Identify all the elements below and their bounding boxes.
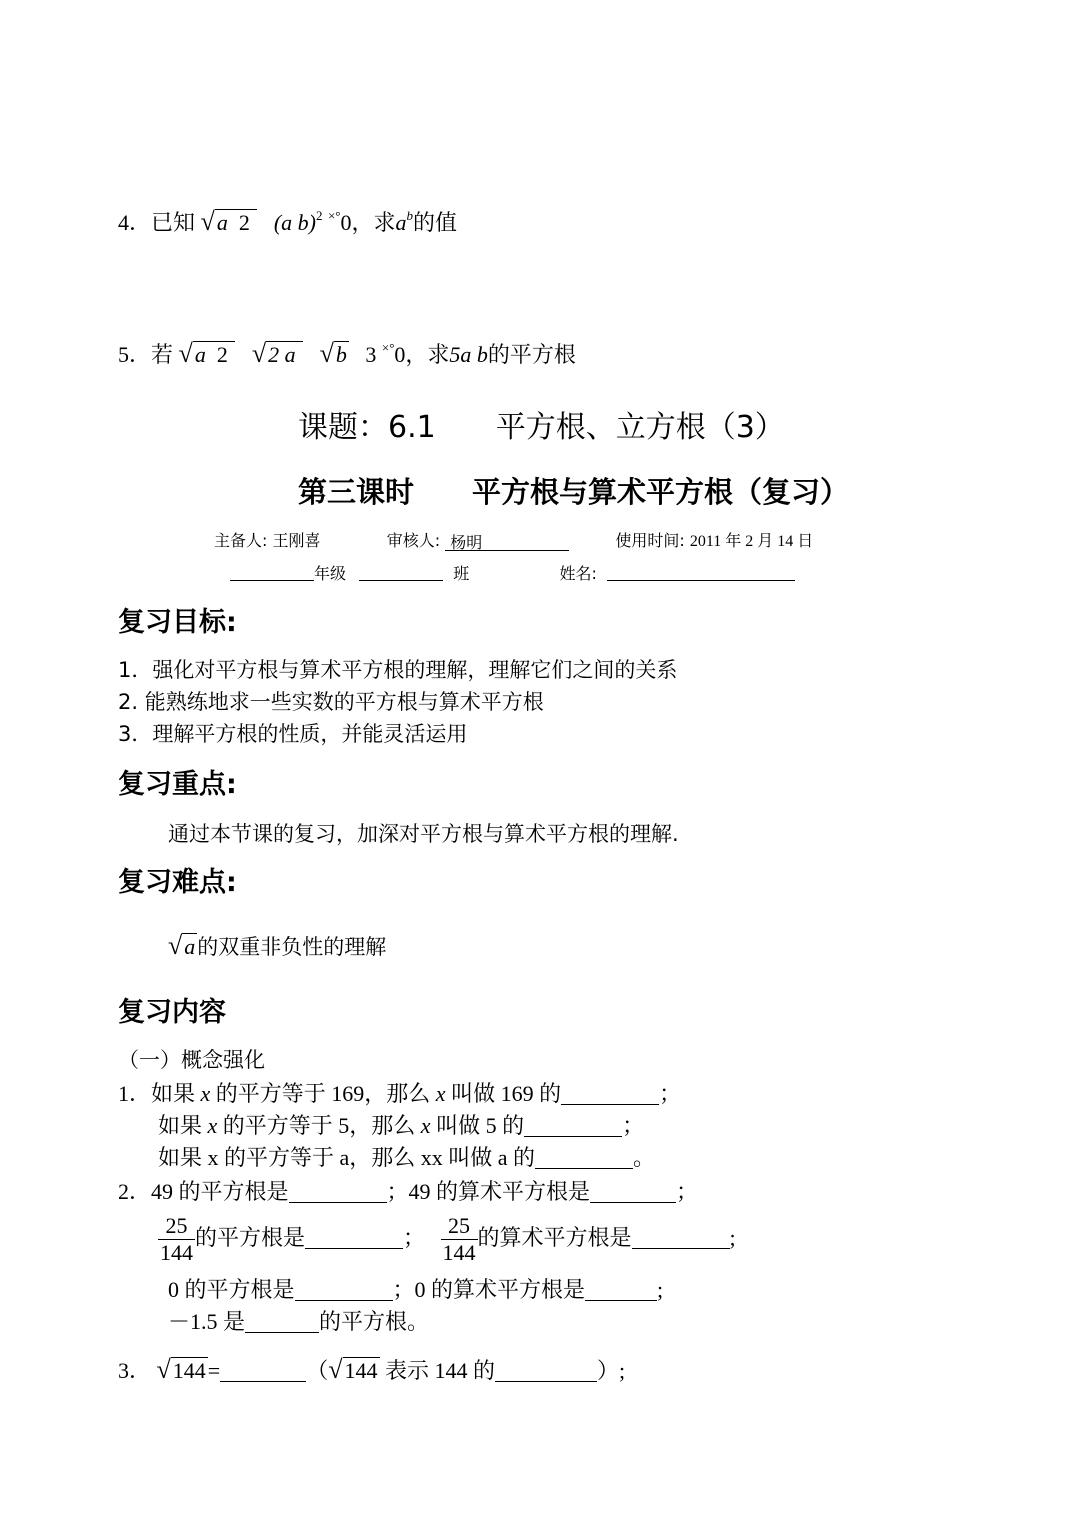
q2-blank-4[interactable] (632, 1226, 730, 1249)
difficulty-heading: 复习难点: (118, 867, 237, 898)
q4-number: 4． (118, 210, 152, 235)
content-section: （一）概念强化 (118, 1048, 265, 1072)
q3-radical-2: √144 (328, 1355, 378, 1384)
q3-blank-2[interactable] (495, 1359, 597, 1382)
difficulty-radical: √a (168, 931, 196, 960)
name-field[interactable] (607, 562, 795, 581)
question-5: 5．若 √a 2 √2 a √b 3 ×°0，求5a b的平方根 (118, 339, 576, 368)
lesson-subtitle: 第三课时 平方根与算术平方根（复习） (298, 475, 850, 509)
goal-item-3: 3．理解平方根的性质，并能灵活运用 (118, 722, 468, 746)
focus-heading: 复习重点: (118, 769, 237, 800)
meta-row-2: 年级 班 姓名: (230, 562, 795, 585)
q2-line-3: 0 的平方根是 ；0 的算术平方根是 ; (168, 1277, 664, 1302)
q1-line-2: 如果 x 的平方等于 5，那么 x 叫做 5 的 ； (158, 1113, 645, 1138)
difficulty-text: √a的双重非负性的理解 (168, 931, 387, 960)
meta-row-1: 主备人: 王刚喜 审核人: 杨明 使用时间: 2011 年 2 月 14 日 (214, 531, 814, 552)
q5-radical-2: √2 a (252, 340, 303, 369)
q1-blank-2[interactable] (524, 1114, 622, 1137)
focus-text: 通过本节课的复习，加深对平方根与算术平方根的理解. (168, 822, 679, 846)
content-heading: 复习内容 (118, 997, 226, 1028)
fraction-25-144-b: $\frac{25}{144}$ (442, 1213, 476, 1266)
q2-blank-5[interactable] (295, 1278, 393, 1301)
class-field[interactable] (359, 562, 443, 581)
question-4: 4．已知 √a 2 (a b)$^2$ ×°0，求$a^b$的值 (118, 207, 458, 236)
grade-field[interactable] (230, 562, 314, 581)
lesson-title: 课题：6.1 平方根、立方根（3） (298, 410, 785, 445)
q3-radical-1: √144 (156, 1355, 206, 1384)
goals-heading: 复习目标: (118, 607, 237, 638)
q2-blank-6[interactable] (585, 1278, 657, 1301)
q1-line-3: 如果 x 的平方等于 a，那么 xx 叫做 a 的 。 (158, 1145, 656, 1170)
q5-radical-3: √b (319, 339, 347, 368)
goal-item-2: 2. 能熟练地求一些实数的平方根与算术平方根 (118, 690, 544, 714)
q1-blank-3[interactable] (535, 1146, 633, 1169)
q4-prefix: 已知 (151, 210, 196, 235)
fraction-25-144-a: $\frac{25}{144}$ (160, 1213, 193, 1266)
q3-line: 3． √144= （√144 表示 144 的 ）; (118, 1355, 626, 1384)
q2-blank-3[interactable] (305, 1226, 403, 1249)
q1-line-1: 1．如果 x 的平方等于 169，那么 x 叫做 169 的 ； (118, 1081, 682, 1106)
q5-radical-1: √a 2 (179, 340, 236, 369)
q2-line-2: $\frac{25}{144}$ 的平方根是 ； $\frac{25}{144}$ 的算术平方根是 ; (160, 1213, 736, 1266)
goal-item-1: 1．强化对平方根与算术平方根的理解，理解它们之间的关系 (118, 658, 678, 682)
q4-radical: √a 2 (201, 208, 258, 237)
q2-line-4: －1.5 是 的平方根。 (168, 1309, 430, 1334)
q2-blank-1[interactable] (289, 1180, 387, 1203)
q2-blank-2[interactable] (590, 1180, 676, 1203)
q3-blank-1[interactable] (220, 1359, 306, 1382)
q4-paren: (a b) (273, 210, 316, 235)
q2-line-1: 2．49 的平方根是 ；49 的算术平方根是 ； (118, 1179, 699, 1204)
q1-blank-1[interactable] (561, 1082, 659, 1105)
q2-blank-7[interactable] (245, 1310, 319, 1333)
reviewer-field[interactable]: 杨明 (445, 532, 569, 551)
